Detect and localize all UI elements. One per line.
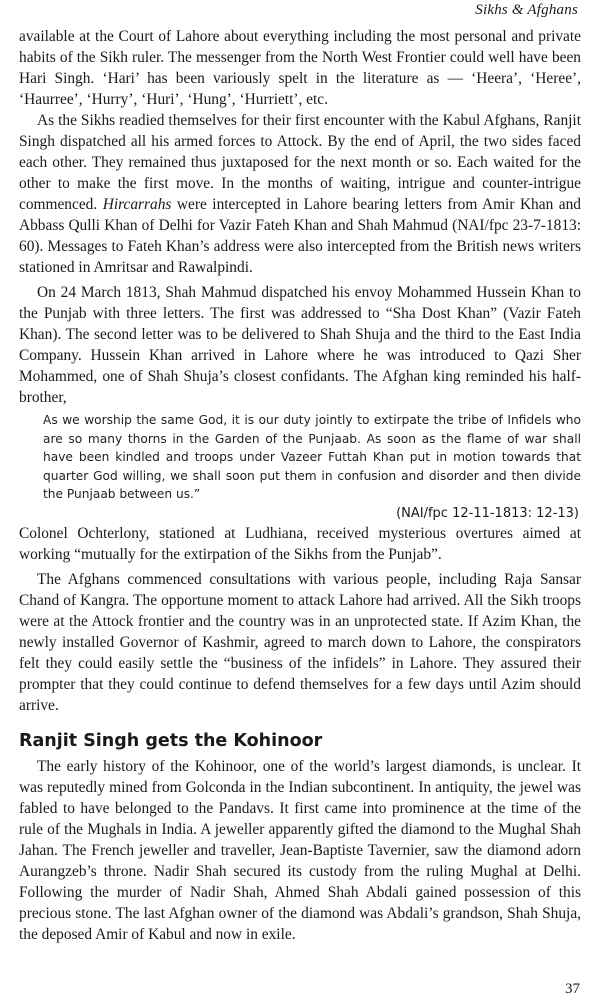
page-body	[19, 26, 581, 945]
paragraph-afghan-consultations: The Afghans commenced consultations with various people, including Raja Sansar Chand of Kangra. The opportune moment to attack Lahore had arrived. All the Sikh troops were at the Attock frontier and the country was in an unprotected state. If Azim Khan, the newly installed Governor of Kashmir, agreed to march down to Lahore, the conspirators felt they could easily settle the “business of the infidels” in Lahore. They assured their prompter that they could continue to defend themselves for a few days until Azim should arrive.	[19, 570, 581, 714]
italic-term: Hircarrahs	[102, 196, 172, 213]
block-quote: As we worship the same God, it is our duty jointly to extirpate the tribe of Infidels who are so many thorns in the Garden of the Punjaab. As soon as the flame of war shall have been kindled and troops under Vazeer Futtah Khan put in motion towards that quarter God willing, we shall soon put them in confusion and disorder and then divide the Punjaab between us.”	[43, 413, 581, 501]
paragraph-shah-mahmud-envoy: On 24 March 1813, Shah Mahmud dispatched his envoy Mohammed Hussein Khan to the Punjab with three letters. The first was addressed to “Sha Dost Khan” (Vazir Fateh Khan). The second letter was to be delivered to Shah Shuja and the third to the East India Company. Hussein Khan arrived in Lahore where he was introduced to Qazi Sher Mohammed, one of Shah Shuja’s closest confidants. The Afghan king reminded his half-brother,	[19, 284, 581, 406]
section-heading: Ranjit Singh gets the Kohinoor	[19, 730, 323, 751]
paragraph-continuation: available at the Court of Lahore about everything including the most personal and private habits of the Sikh ruler. The messenger from the North West Frontier could well have been Hari Singh. ‘Hari’ has been variously spelt in the literature as — ‘Heera’, ‘Heree’, ‘Haurree’, ‘Hurry’, ‘Huri’, ‘Hung’, ‘Hurriett’, etc.	[19, 28, 581, 108]
page-number: 37	[565, 981, 580, 997]
paragraph-sikhs-readied	[19, 110, 581, 278]
paragraph-text: As the Sikhs readied themselves for their first encounter with the Kabul Afghans, Ranjit Singh dispatched all his armed forces to Attock. By the end of April, the two sides faced each other. They remained thus juxtaposed for the next month or so. Each waited for the other to make the first move. In the months of waiting, intrigue and counter-intrigue commenced.	[19, 112, 581, 213]
paragraph-kohinoor-history: The early history of the Kohinoor, one of the world’s largest diamonds, is unclear. It was reputedly mined from Golconda in the Indian subcontinent. In antiquity, the jewel was fabled to have belonged to the Pandavs. It first came into prominence at the time of the rule of the Mughals in India. A jeweller apparently gifted the diamond to the Mughal Shah Jahan. The French jeweller and traveller, Jean-Baptiste Tavernier, saw the diamond adorn Aurangzeb’s throne. Nadir Shah secured its custody from the ruling Mughal at Delhi. Following the murder of Nadir Shah, Ahmed Shah Abdali gained possession of this precious stone. The last Afghan owner of the diamond was Abdali’s grandson, Shah Shuja, the deposed Amir of Kabul and now in exile.	[19, 757, 581, 943]
running-head: Sikhs & Afghans	[475, 2, 578, 18]
quote-citation: (NAI/fpc 12-11-1813: 12-13)	[396, 505, 579, 521]
paragraph-text: were intercepted in Lahore bearing letters from Amir Khan and Abbass Qulli Khan of Delhi for Vazir Fateh Khan and Shah Mahmud (NAI/fpc 23-7-1813: 60). Messages to Fateh Khan’s address were also intercepted from the British news writers stationed in Amritsar and Rawalpindi.	[19, 196, 581, 276]
paragraph-ochterlony: Colonel Ochterlony, stationed at Ludhiana, received mysterious overtures aimed at working “mutually for the extirpation of the Sikhs from the Punjab”.	[19, 524, 581, 563]
